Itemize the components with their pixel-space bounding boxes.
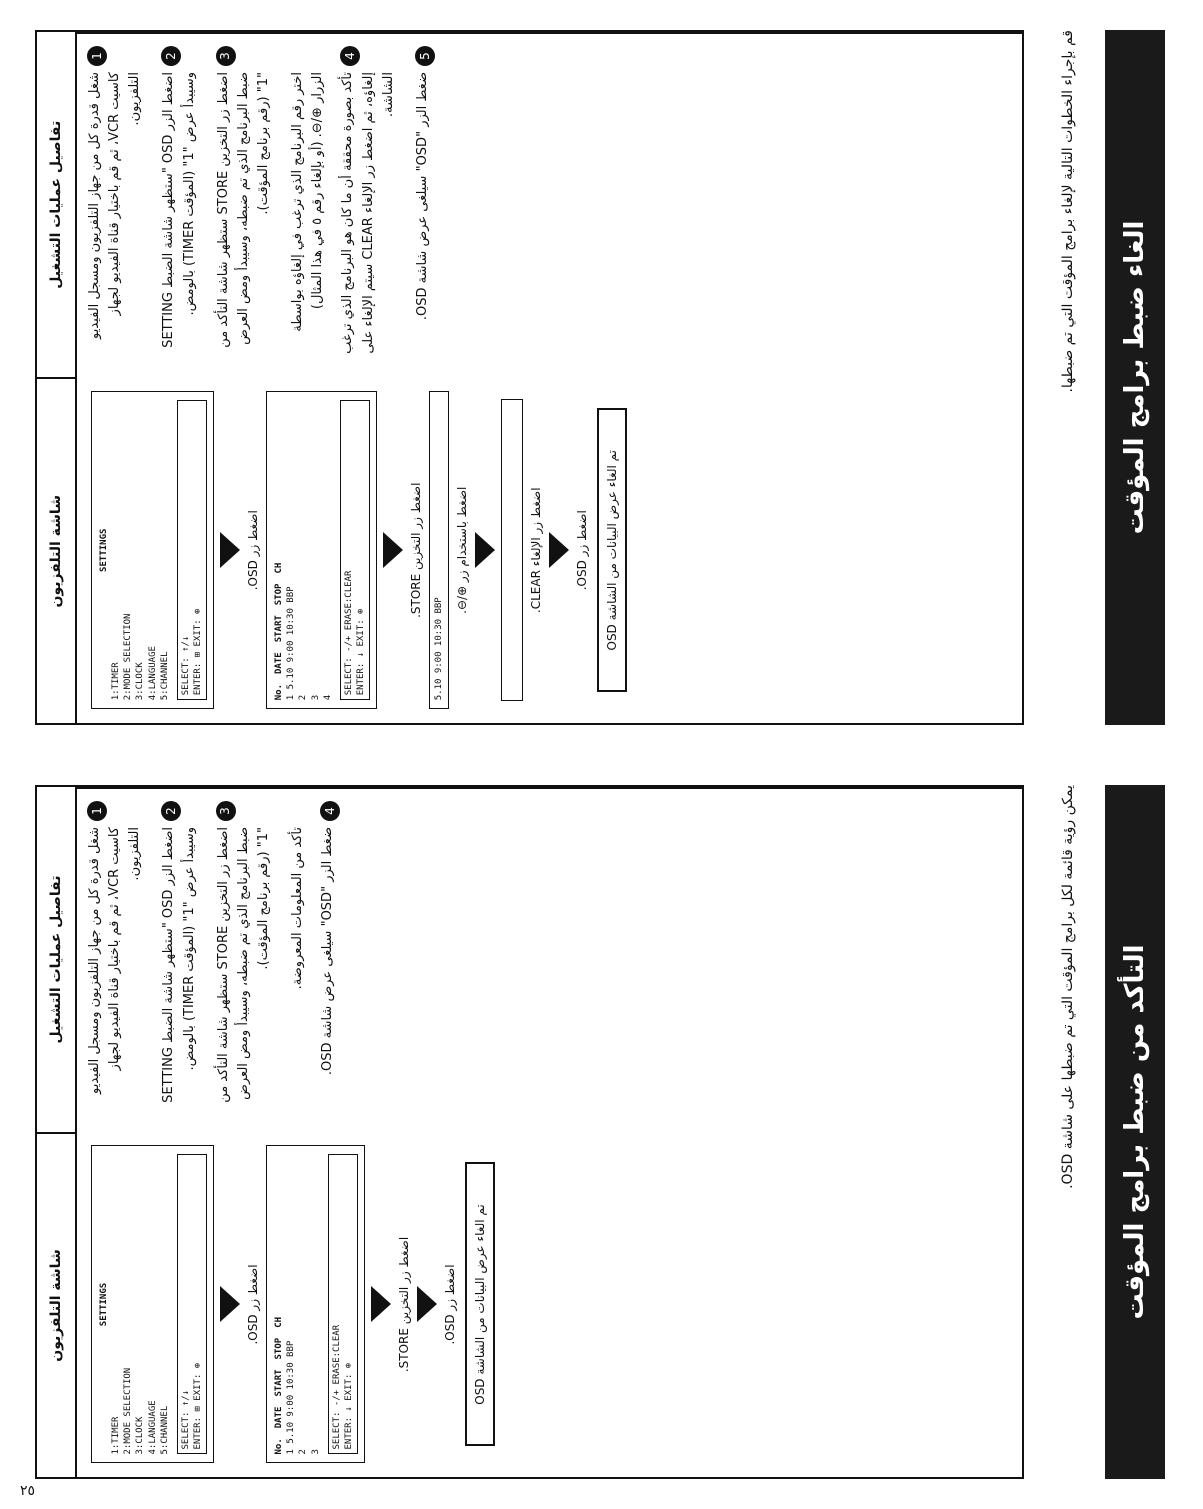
col-header-screen: شاشة التلفزيون xyxy=(37,378,77,724)
down-arrow-icon xyxy=(549,532,569,568)
bullet-note: اختر رقم البرنامج الذي ترغب في إلغاؤه بواسطة الزرار ⊕/⊖. (أو بإلغاء رقم ٥ في هذا المثال) xyxy=(290,72,326,332)
settings-screen: SETTINGS 1:TIMER 2:MODE SELECTION 3:CLOCK 4:LANGUAGE 5:CHANNEL SELECT: ↑/↓ ENTER: ⊞ EXIT: ⊕ xyxy=(91,1146,214,1464)
down-arrow-icon xyxy=(417,1287,437,1323)
down-arrow-icon xyxy=(383,532,403,568)
down-arrow-icon xyxy=(220,532,240,568)
screen-column xyxy=(77,1132,1022,1477)
step: 4 ضغط الزر "OSD" سيلغى عرض شاشة OSD. xyxy=(318,801,340,1120)
caption: اضغط زر التخزين STORE. xyxy=(409,482,424,618)
bullet-note: تأكد من المعلومات المعروضة. xyxy=(290,827,306,990)
operations-column xyxy=(77,787,1022,1132)
instruction-table xyxy=(35,30,1024,725)
caption: اضغط زر OSD. xyxy=(575,510,590,591)
caption: اضغط باستخدام زر ⊕/⊖. xyxy=(455,486,470,614)
section-check-timer xyxy=(0,755,1203,1509)
section-title: الغاء ضبط برامج المؤقت xyxy=(1105,30,1165,725)
page-number: ٢٥ xyxy=(20,1483,36,1499)
section-intro: يمكن رؤية قائمة لكل برامج المؤقت التي تم ضبطها على شاشة OSD. xyxy=(1060,785,1076,1189)
step: 4 تأكد بصورة محققة أن ما كان هو البرنامج الذي ترغب إلغاؤه، ثم اضغط زر الإلغاء CLEAR سيتم الإلغاء على الشاشة. xyxy=(338,46,398,366)
operations-column xyxy=(77,32,1022,378)
caption: اضغط زر OSD. xyxy=(442,1264,457,1345)
down-arrow-icon xyxy=(475,532,495,568)
timer-strip: 5.10 9:00 10:30 BBP xyxy=(429,391,449,709)
step: 5 ضغط الزر "OSD" سيلغى عرض شاشة OSD. xyxy=(413,46,435,366)
settings-screen: SETTINGS 1:TIMER 2:MODE SELECTION 3:CLOCK 4:LANGUAGE 5:CHANNEL SELECT: ↑/↓ ENTER: ⊞ EXIT: ⊕ xyxy=(91,391,214,709)
down-arrow-icon xyxy=(220,1287,240,1323)
caption: اضغط زر OSD. xyxy=(246,1264,261,1345)
step: 2 اضغط الزر OSD "ستظهر شاشة الضبط SETTING وسيبدأ عرض "1" (المؤقت TIMER) بالومض. xyxy=(159,801,199,1120)
col-header-operations: تفاصيل عمليات التشغيل xyxy=(37,787,77,1132)
section-intro: قم بإجراء الخطوات التالية لإلغاء برامج المؤقت التي تم ضبطها. xyxy=(1060,30,1076,393)
step: 1 شغل قدرة كل من جهاز التلفزيون ومسجل الفيديو كاسيت VCR، ثم قم باختيار قناة الفيديو لجهاز التلفزيون. xyxy=(85,46,145,366)
instruction-table xyxy=(35,785,1024,1479)
caption: اضغط زر الإلغاء CLEAR. xyxy=(529,487,544,614)
caption: اضغط زر OSD. xyxy=(246,510,261,591)
col-header-screen: شاشة التلفزيون xyxy=(37,1132,77,1477)
final-message: تم الغاء عرض البيانات من الشاشة OSD xyxy=(465,1163,495,1447)
col-header-operations: تفاصيل عمليات التشغيل xyxy=(37,32,77,378)
blank-strip xyxy=(501,399,523,701)
timer-list-screen: No. DATE START STOP CH 1 5.10 9:00 10:30 BBP 2 3 SELECT: -/+ ERASE:CLEAR ENTER: ↓ EXIT: ⊕ xyxy=(266,1146,365,1464)
step: 1 شغل قدرة كل من جهاز التلفزيون ومسجل الفيديو كاسيت VCR، ثم قم باختيار قناة الفيديو لجهاز التلفزيون. xyxy=(85,801,145,1120)
timer-list-screen: No. DATE START STOP CH 1 5.10 9:00 10:30 BBP 2 3 4 SELECT: -/+ ERASE:CLEAR ENTER: ↓ EXIT: ⊕ xyxy=(266,391,377,709)
screen-column xyxy=(77,378,1022,724)
section-title: التأكد من ضبط برامج المؤقت xyxy=(1105,785,1165,1479)
step: 2 اضغط الزر OSD "ستظهر شاشة الضبط SETTING وسيبدأ عرض "1" (المؤقت TIMER) بالومض. xyxy=(159,46,199,366)
final-message: تم الغاء عرض البيانات من الشاشة OSD xyxy=(597,408,627,692)
down-arrow-icon xyxy=(371,1287,391,1323)
step: 3 اضغط زر التخزين STORE ستظهر شاشة التأكد من ضبط البرنامج الذي تم ضبطه، وسيبدأ ومض العرض "1" (رقم برنامج المؤقت). xyxy=(214,46,274,366)
caption: اضغط زر التخزين STORE. xyxy=(396,1236,411,1373)
step: 3 اضغط زر التخزين STORE ستظهر شاشة التأكد من ضبط البرنامج الذي تم ضبطه، وسيبدأ ومض العرض "1" (رقم برنامج المؤقت). xyxy=(214,801,274,1120)
